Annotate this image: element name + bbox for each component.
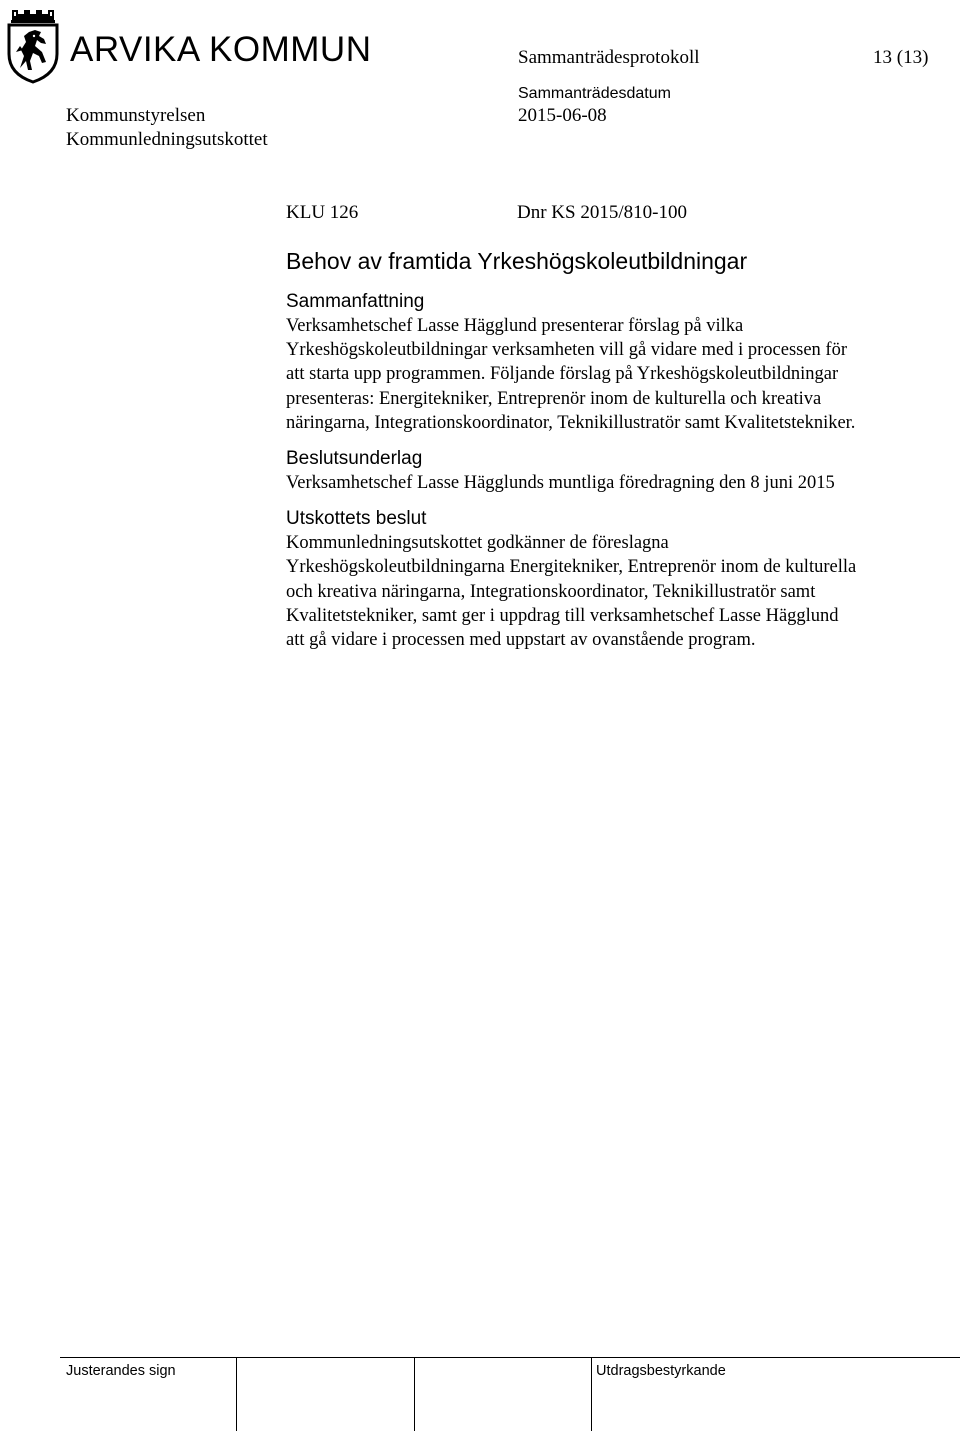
text-line: Yrkeshögskoleutbildningar verksamheten vill gå vidare med i processen för — [286, 340, 848, 361]
meeting-date-label: Sammanträdesdatum — [518, 85, 671, 102]
organization-name: ARVIKA KOMMUN — [70, 30, 372, 69]
committee-name: Kommunledningsutskottet — [66, 129, 268, 150]
text-line: Kommunledningsutskottet godkänner de föreslagna — [286, 533, 669, 554]
text-line: Kvalitetstekniker, samt ger i uppdrag till verksamhetschef Lasse Hägglund — [286, 605, 839, 626]
adjuster-sign-label: Justerandes sign — [66, 1363, 176, 1379]
divider — [414, 1358, 415, 1431]
decision-basis-paragraph — [286, 471, 956, 495]
divider — [236, 1358, 237, 1431]
reference-row — [286, 200, 956, 226]
decision-paragraph — [286, 531, 956, 652]
body-name: Kommunstyrelsen — [66, 105, 206, 126]
text-line: näringarna, Integrationskoordinator, Teknikillustratör samt Kvalitetstekniker. — [286, 412, 856, 433]
text-line: att starta upp programmen. Följande förslag på Yrkeshögskoleutbildningar — [286, 364, 839, 385]
document-body — [286, 200, 956, 652]
meeting-date: 2015-06-08 — [518, 105, 607, 126]
text-line: att gå vidare i processen med uppstart av ovanstående program. — [286, 630, 756, 651]
section-heading-summary: Sammanfattning — [286, 291, 425, 312]
text-line: Verksamhetschef Lasse Hägglund presenterar förslag på vilka — [286, 316, 744, 336]
divider — [591, 1358, 592, 1431]
certification-label: Utdragsbestyrkande — [596, 1363, 726, 1379]
diary-number: Dnr KS 2015/810-100 — [517, 202, 687, 223]
item-reference: KLU 126 — [286, 202, 359, 223]
text-line: Yrkeshögskoleutbildningarna Energitekniker, Entreprenör inom de kulturella — [286, 557, 857, 578]
text-line: och kreativa näringarna, Integrationskoordinator, Teknikillustratör samt — [286, 581, 816, 602]
summary-paragraph — [286, 314, 956, 435]
text-line: Verksamhetschef Lasse Hägglunds muntliga föredragning den 8 juni 2015 — [286, 473, 835, 494]
municipal-crest-icon — [4, 6, 62, 84]
section-heading-decision: Utskottets beslut — [286, 508, 427, 530]
section-heading-decision-basis: Beslutsunderlag — [286, 448, 423, 470]
page-number: 13 (13) — [873, 47, 929, 68]
protocol-type: Sammanträdesprotokoll — [518, 47, 700, 68]
item-title: Behov av framtida Yrkeshögskoleutbildningar — [286, 248, 748, 274]
text-line: presenteras: Energitekniker, Entreprenör inom de kulturella och kreativa — [286, 388, 822, 409]
signature-footer — [60, 1357, 960, 1431]
